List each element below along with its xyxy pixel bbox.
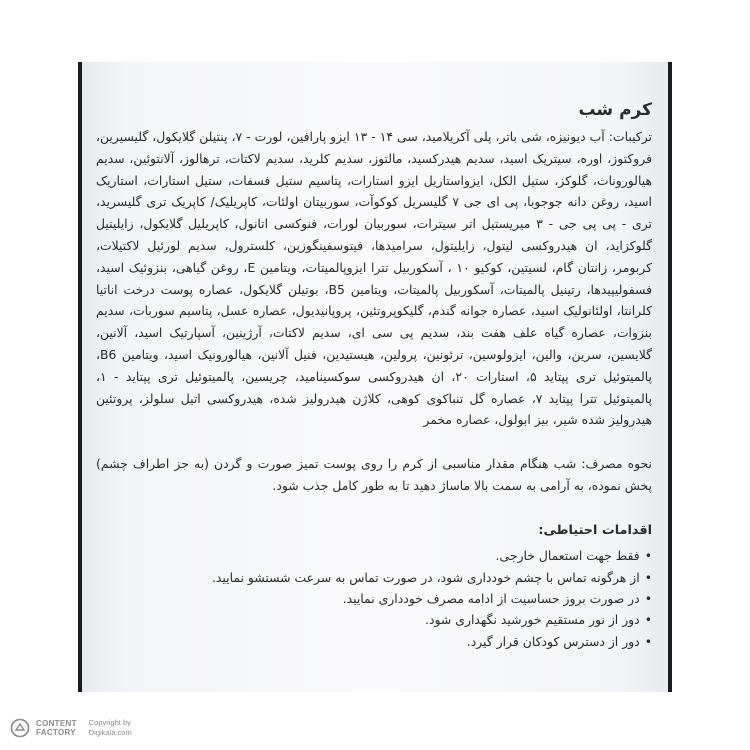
copyright-line-1: Copyright by [88,718,131,727]
watermark-footer [10,718,132,738]
copyright-line-2: Digikala.com [88,728,132,737]
ingredients-text: ترکیبات: آب دیونیزه، شی باتر، پلی آکریلامید، سی ۱۴ - ۱۳ ایزو پارافین، لورت - ۷، پنتیلن گلایکول، گلیسیرین، فروکتوز، اوره، سیتریک اسید، سدیم هیدرکسید، مالتوز، سدیم کلرید، سدیم لاکتات، ترهالوز، آلانتوئین، سدیم هیالورونات، گلوکز، ستیل الکل، ایزواستاریل ایزو استارات، پتاسیم ستیل فسفات، ستیل استارات، استاریک اسید، روغن دانه جوجوبا، پی ای جی ۷ گلیسریل کوکوآت، سوربیتان اولئات، کاپریلیک/ کاپریک تری گلیسرید، تری - پی پی جی - ۳ میریستیل اتر سیترات، سوربیان لورات، فنوکسی اتانول، کاپریلیل گلایکول، زایلیتیل گلوکزاید، ان هیدروکسی لیتول، زایلیتول، سرامیدها، فیتوسفینگوزین، کلسترول، سدیم لورئیل لاکتیلات، کربومر، زانتان گام، لسیتین، کوکیو ۱۰ ، آسکوربیل تترا ایزوپالمیتات، ویتامین E، روغن گیاهی، بنزوئیک اسید، فسفولیپیدها، رتینیل پالمیتات، آسکوربیل پالمیتات، ویتامین B5، بوتیلن گلایکول، عصاره پوست درخت اناتیا کلرانتا، اولئانولیک اسید، عصاره جوانه گندم، گلیکوپروتئین، پروپانیدیول، عصاره عسل، پتاسیم سوربات، سدیم بنزوات، عصاره گیاه علف هفت بند، سدیم پی سی ای، سدیم لاکتات، آرژینین، آسپارتیک اسید، آلانین، گلایسین، سرین، والین، ایزولوسین، ترئونین، پرولین، هیستیدین، فنیل آلانین، هیالورونیک اسید، ویتامین B6، پالمیتوئیل تری پپتاید ۵، استارات ۲۰، ان هیدروکسی سوکسینامید، چریسین، پالمیتوئیل تری پپتاید - ۱، پالمیتوئیل تترا پپتاید ۷، عصاره گل تنباکوی کوهی، کلاژن هیدرولیز شده، هیدروکسی اتیل سلولز، پروتئین هیدرولیز شده شیر، بیز ابولول، عصاره مخمر [96,129,653,428]
copyright-notice [89,718,132,738]
logo-line-2: FACTORY [36,728,76,737]
logo-wordmark [36,719,77,737]
warning-item: • دور از دسترس کودکان قرار گیرد. [96,631,652,652]
warning-item: • در صورت بروز حساسیت از ادامه مصرف خودداری نمایید. [96,588,652,609]
content-factory-logo-icon [10,718,30,738]
logo-line-1: CONTENT [36,719,77,728]
warnings-heading: اقدامات احتیاطی: [538,523,652,539]
usage-instructions: نحوه مصرف: شب هنگام مقدار مناسبی از کرم را روی پوست تمیز صورت و گردن (به جز اطراف چشم) پخش نموده، به آرامی به سمت بالا ماساژ دهید تا به طور کامل جذب شود. [96,456,652,493]
warning-item: • فقط جهت استعمال خارجی. [96,545,652,566]
product-title: کرم شب [578,100,652,120]
warnings-list [96,545,652,652]
warning-item: • دور از نور مستقیم خورشید نگهداری شود. [96,609,652,630]
label-content [96,98,652,652]
warning-item: • از هرگونه تماس با چشم خودداری شود، در صورت تماس به سرعت شستشو نمایید. [96,567,652,588]
